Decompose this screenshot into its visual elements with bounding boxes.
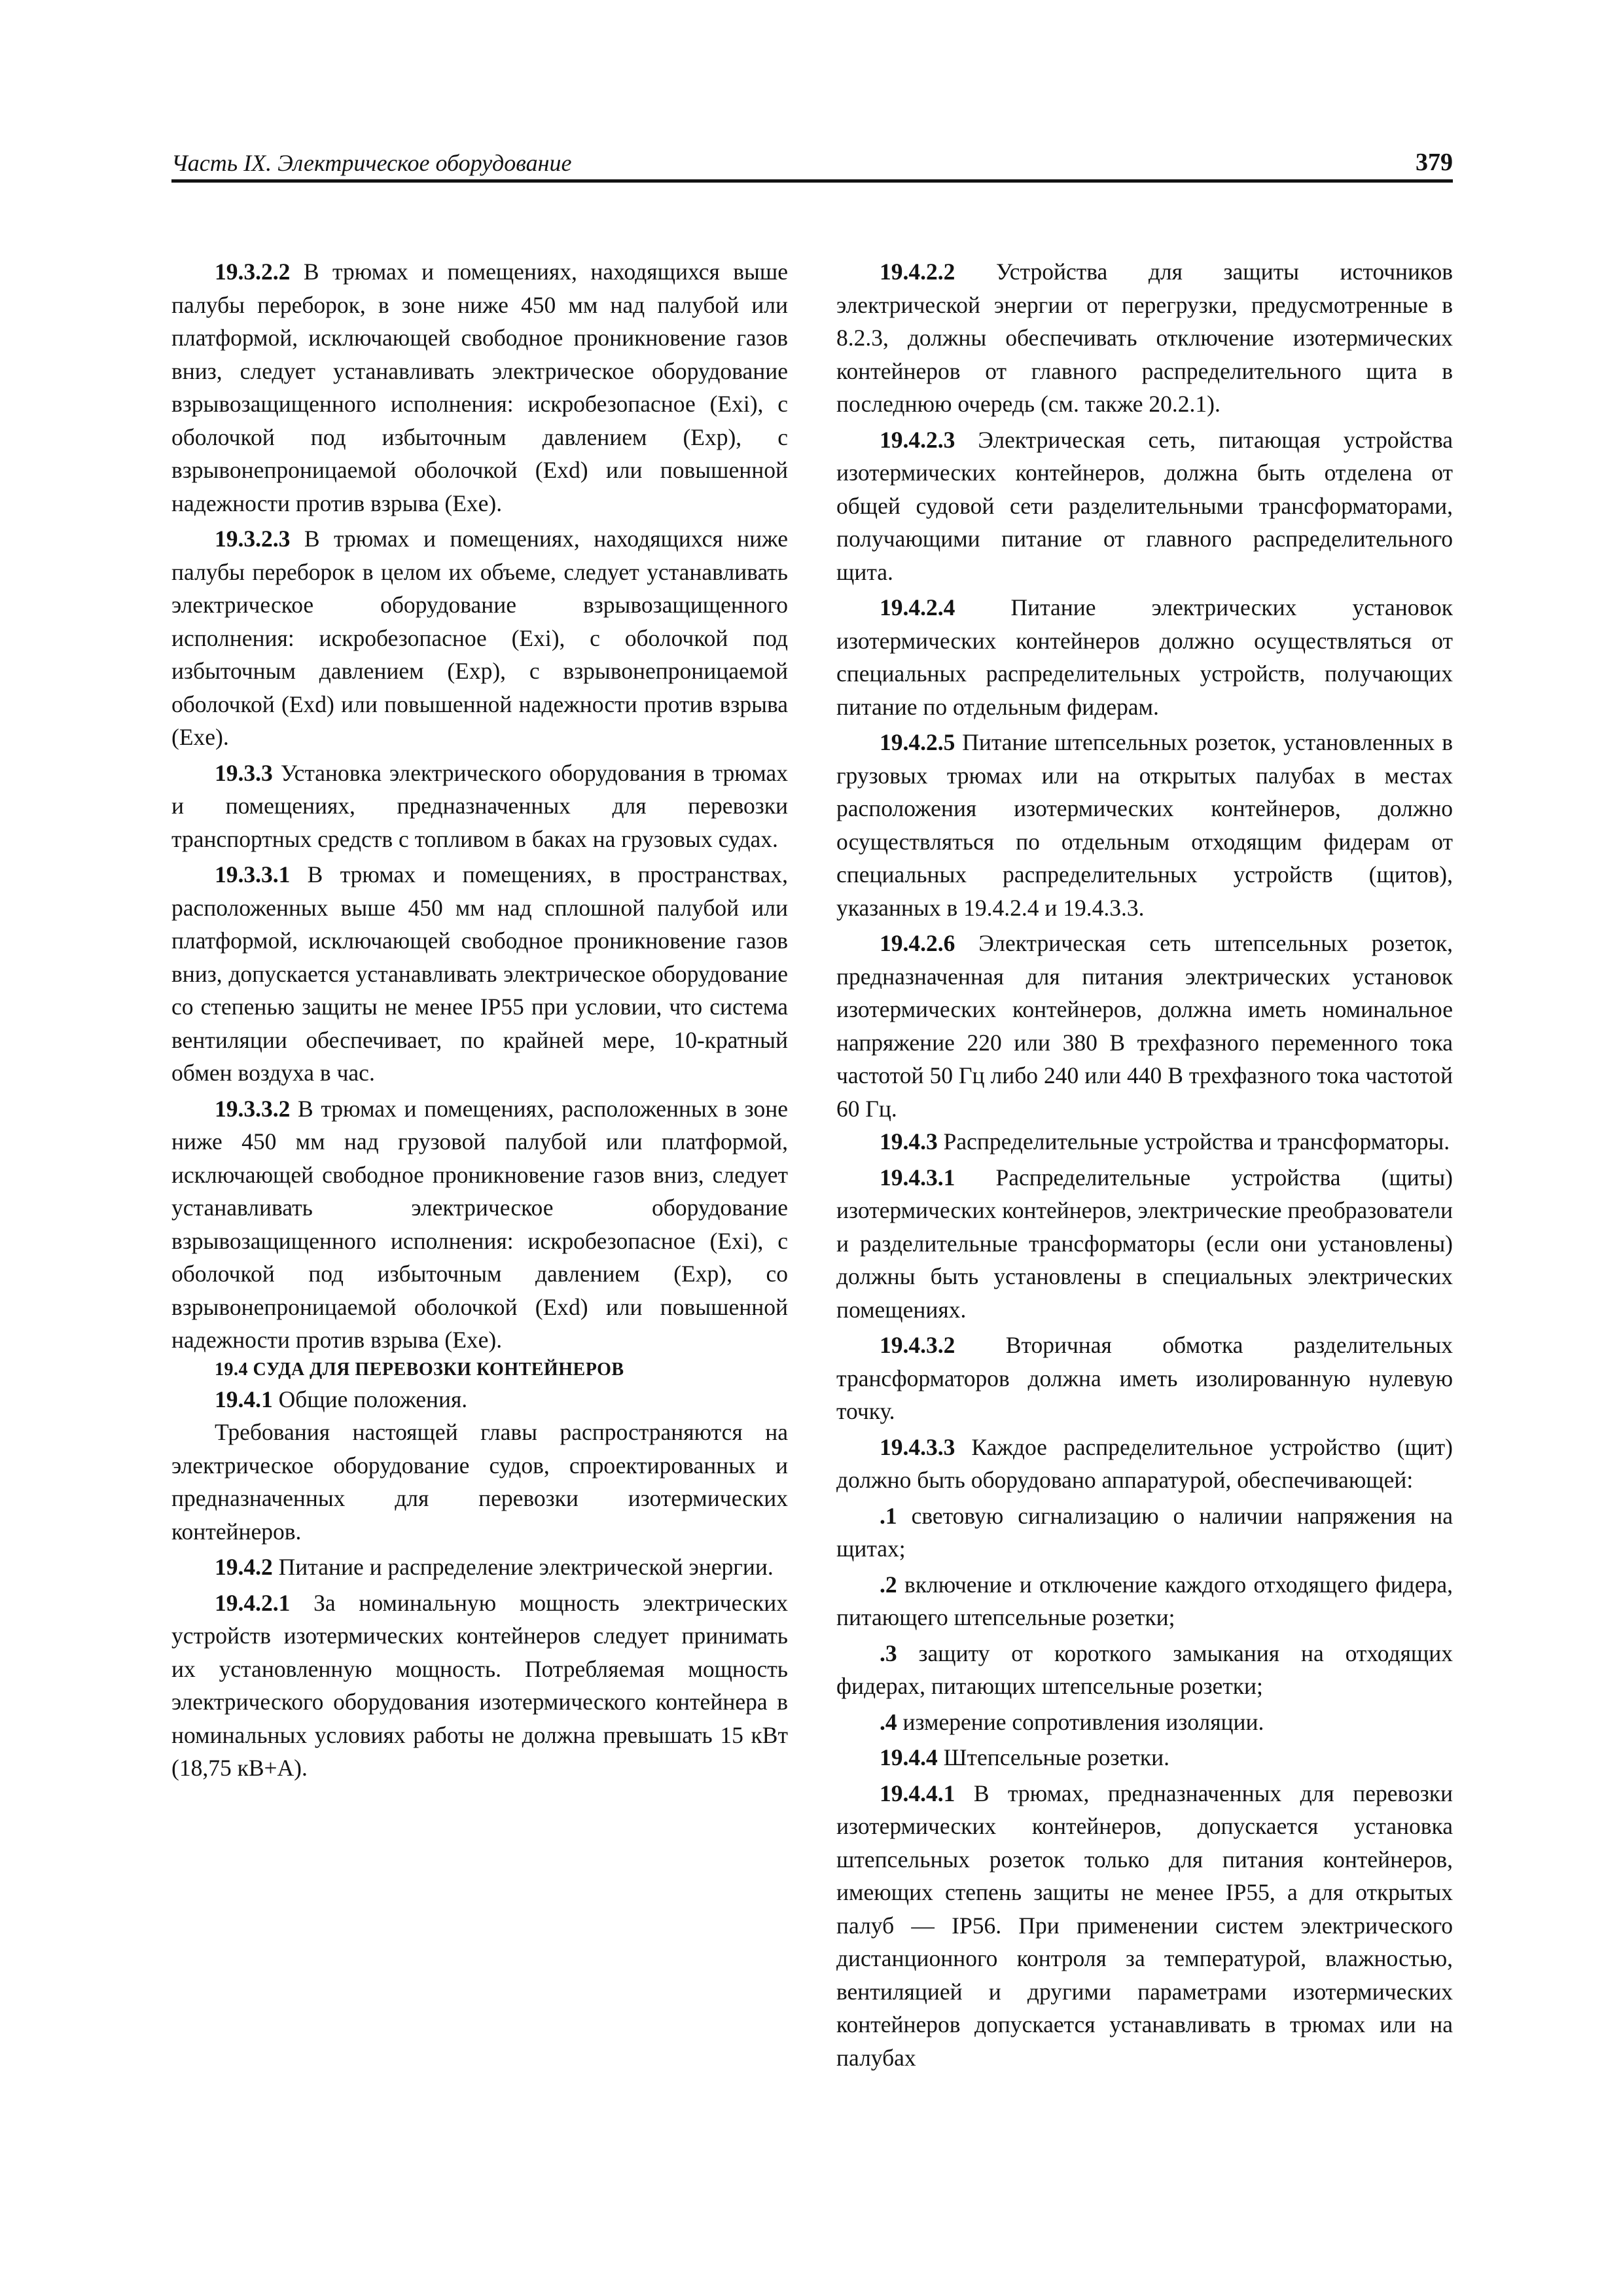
paragraph: 19.4.4.1 В трюмах, предназначенных для перевозки изотермических контейнеров, допускается установка штепсельных розеток только для питания контейнеров, имеющих степень защиты не менее IP55, а для открытых палуб — IP56. При применении систем электрического дистанционного контроля за температурой, влажностью, вентиляцией и другими параметрами изотермических контейнеров допускается устанавливать в трюмах или на палубах <box>836 1780 1453 2071</box>
subsection-heading: 19.3.3 Установка электрического оборудования в трюмах и помещениях, предназначенных для перевозки транспортных средств с топливом в баках на грузовых судах. <box>171 759 788 852</box>
paragraph: 19.4.2.5 Питание штепсельных розеток, установленных в грузовых трюмах или на открытых палубах в местах расположения изотермических контейнеров, должно осуществляться по отдельным отходящим фидерам от специальных распределительных устройств (щитов), указанных в 19.4.2.4 и 19.4.3.3. <box>836 729 1453 921</box>
paragraph: 19.3.3.1 В трюмах и помещениях, в пространствах, расположенных выше 450 мм над сплошной палубой или платформой, исключающей свободное проникновение газов вниз, допускается устанавливать электрическое оборудование со степенью защиты не менее IP55 при условии, что система вентиляции обеспечивает, по крайней мере, 10-кратный обмен воздуха в час. <box>171 861 788 1086</box>
paragraph: 19.4.2.4 Питание электрических установок изотермических контейнеров должно осуществляться от специальных распределительных устройств, получающих питание по отдельным фидерам. <box>836 594 1453 720</box>
paragraph: 19.4.2.1 За номинальную мощность электрических устройств изотермических контейнеров следует принимать их установленную мощность. Потребляемая мощность электрического оборудования изотермического контейнера в номинальных условиях работы не должна превышать 15 кВт (18,75 кВ+А). <box>171 1589 788 1781</box>
paragraph: 19.4.2.3 Электрическая сеть, питающая устройства изотермических контейнеров, должна быть отделена от общей судовой сети разделительными трансформаторами, получающими питание от главного распределительного щита. <box>836 426 1453 585</box>
page-number: 379 <box>1416 149 1453 176</box>
paragraph: 19.3.2.2 В трюмах и помещениях, находящихся выше палубы переборок, в зоне ниже 450 мм над палубой или платформой, исключающей свободное проникновение газов вниз, следует устанавливать электрическое оборудование взрывозащищенного исполнения: искробезопасное (Exi), с оболочкой под избыточным давлением (Exp), с взрывонепроницаемой оболочкой (Exd) или повышенной надежности против взрыва (Exe). <box>171 259 788 516</box>
list-item: .1 световую сигнализацию о наличии напряжения на щитах; <box>836 1502 1453 1562</box>
paragraph: 19.4.3.3 Каждое распределительное устройство (щит) должно быть оборудовано аппаратурой, обеспечивающей: <box>836 1433 1453 1493</box>
paragraph: 19.4.2.6 Электрическая сеть штепсельных розеток, предназначенная для питания электрических установок изотермических контейнеров, должна иметь номинальное напряжение 220 или 380 В трехфазного переменного тока частотой 50 Гц либо 240 или 440 В трехфазного тока частотой 60 Гц. <box>836 930 1453 1122</box>
subsection-heading: 19.4.1 Общие положения. <box>215 1386 468 1412</box>
paragraph: 19.3.2.3 В трюмах и помещениях, находящихся ниже палубы переборок в целом их объеме, следует устанавливать электрическое оборудование взрывозащищенного исполнения: искробезопасное (Exi), с оболочкой под избыточным давлением (Exp), с взрывонепроницаемой оболочкой (Exd) или повышенной надежности против взрыва (Exe). <box>171 526 788 750</box>
paragraph: 19.4.3.1 Распределительные устройства (щиты) изотермических контейнеров, электрические преобразователи и разделительные трансформаторы (если они установлены) должны быть установлены в специальных электрических помещениях. <box>836 1164 1453 1323</box>
section-heading: 19.4 СУДА ДЛЯ ПЕРЕВОЗКИ КОНТЕЙНЕРОВ <box>215 1359 624 1380</box>
header-title: Часть IX. Электрическое оборудование <box>171 150 572 176</box>
subsection-heading: 19.4.3 Распределительные устройства и трансформаторы. <box>880 1128 1450 1155</box>
right-column <box>836 255 1453 2074</box>
subsection-heading: 19.4.4 Штепсельные розетки. <box>880 1744 1169 1770</box>
list-item: .3 защиту от короткого замыкания на отходящих фидерах, питающих штепсельные розетки; <box>836 1640 1453 1699</box>
paragraph: Требования настоящей главы распространяются на электрическое оборудование судов, спроектированных и предназначенных для перевозки изотермических контейнеров. <box>171 1419 788 1545</box>
left-column <box>171 255 788 1785</box>
subsection-heading: 19.4.2 Питание и распределение электрической энергии. <box>215 1554 774 1580</box>
running-header <box>171 141 1453 183</box>
list-item: .2 включение и отключение каждого отходящего фидера, питающего штепсельные розетки; <box>836 1571 1453 1630</box>
paragraph: 19.4.3.2 Вторичная обмотка разделительных трансформаторов должна иметь изолированную нулевую точку. <box>836 1332 1453 1424</box>
paragraph: 19.3.3.2 В трюмах и помещениях, расположенных в зоне ниже 450 мм над грузовой палубой или платформой, исключающей свободное проникновение газов вниз, следует устанавливать электрическое оборудование взрывозащищенного исполнения: искробезопасное (Exi), с оболочкой под избыточным давлением (Exp), со взрывонепроницаемой оболочкой (Exd) или повышенной надежности против взрыва (Exe). <box>171 1095 788 1353</box>
list-item: .4 измерение сопротивления изоляции. <box>880 1708 1264 1735</box>
paragraph: 19.4.2.2 Устройства для защиты источников электрической энергии от перегрузки, предусмотренные в 8.2.3, должны обеспечивать отключение изотермических контейнеров от главного распределительного щита в последнюю очередь (см. также 20.2.1). <box>836 259 1453 417</box>
